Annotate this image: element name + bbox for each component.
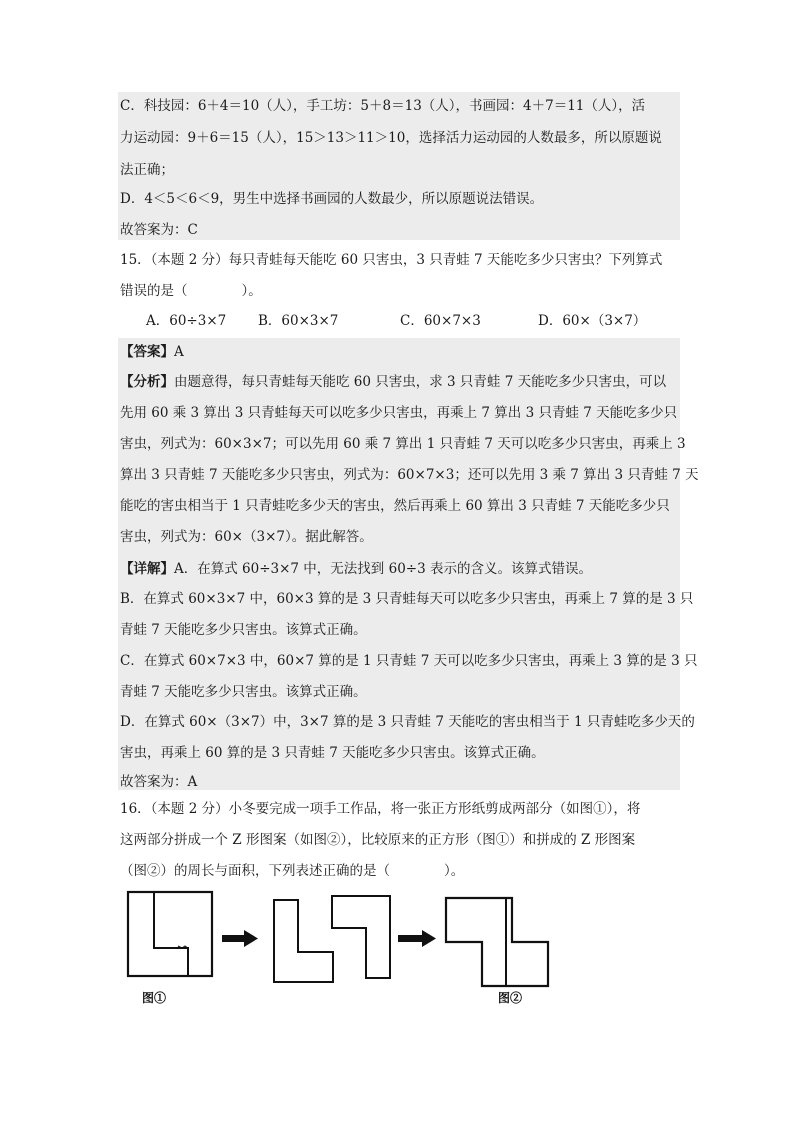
q15-option-a: A．60÷3×7 — [146, 313, 227, 329]
prev-explanation-line: 故答案为：C — [120, 222, 198, 238]
q15-analysis-line: 算出 3 只青蛙 7 天能吃多少只害虫，列式为：60×7×3；还可以先用 3 乘 7 算出 3 只青蛙 7 天 — [120, 467, 699, 483]
q16-stem-line: （图②）的周长与面积，下列表述正确的是（ ）。 — [120, 863, 465, 879]
detail-text: A．在算式 60÷3×7 中，无法找到 60÷3 表示的含义。该算式错误。 — [174, 561, 592, 577]
q15-analysis-line: 害虫，列式为：60×（3×7）。据此解答。 — [120, 529, 373, 545]
prev-explanation-line: C．科技园：6＋4＝10（人），手工坊：5＋8＝13（人），书画园：4＋7＝11（人），活 — [120, 98, 646, 114]
z-shape-figure — [120, 888, 580, 1014]
q16-stem-line: 这两部分拼成一个 Z 形图案（如图②），比较原来的正方形（图①）和拼成的 Z 形图案 — [120, 832, 636, 848]
q15-option-b: B．60×3×7 — [258, 313, 339, 329]
q15-option-d: D．60×（3×7） — [538, 313, 647, 329]
q15-stem-line: 15．（本题 2 分）每只青蛙每天能吃 60 只害虫，3 只青蛙 7 天能吃多少只害虫？下列算式 — [120, 252, 663, 268]
q15-detail-line: 青蛙 7 天能吃多少只害虫。该算式正确。 — [120, 684, 367, 700]
q15-analysis-line: 害虫，列式为：60×3×7；可以先用 60 乘 7 算出 1 只青蛙 7 天可以吃多少只害虫，再乘上 3 — [120, 436, 686, 452]
q15-stem-line: 错误的是（ ）。 — [120, 283, 262, 299]
q15-option-c: C．60×7×3 — [400, 313, 481, 329]
q15-detail-line — [120, 559, 592, 579]
arrow-right-icon — [398, 930, 436, 947]
prev-explanation-line: D．4＜5＜6＜9，男生中选择书画园的人数最少，所以原题说法错误。 — [120, 191, 544, 207]
figure-2-label: 图② — [498, 991, 523, 1005]
q15-analysis-line — [120, 372, 666, 392]
prev-explanation-line: 法正确； — [120, 162, 174, 178]
figure-1-label: 图① — [142, 991, 167, 1005]
answer-label: 【答案】 — [120, 344, 174, 360]
q15-detail-line: B．在算式 60×3×7 中，60×3 算的是 3 只青蛙每天可以吃多少只害虫，再乘上 7 算的是 3 只 — [120, 591, 694, 607]
reverse-l-piece — [332, 896, 390, 978]
detail-label: 【详解】 — [120, 561, 174, 577]
analysis-label: 【分析】 — [120, 374, 174, 390]
q15-answer — [120, 342, 184, 362]
arrow-right-icon — [222, 930, 258, 947]
q15-analysis-line: 先用 60 乘 3 算出 3 只青蛙每天可以吃多少只害虫，再乘上 7 算出 3 只青蛙 7 天能吃多少只 — [120, 405, 678, 421]
q15-analysis-line: 能吃的害虫相当于 1 只青蛙吃多少天的害虫，然后再乘上 60 算出 3 只青蛙 7 天能吃多少只 — [120, 498, 670, 514]
analysis-text: 由题意得，每只青蛙每天能吃 60 只害虫，求 3 只青蛙 7 天能吃多少只害虫，可以 — [174, 374, 667, 390]
q15-detail-line: 故答案为：A — [120, 774, 198, 790]
l-piece — [274, 900, 333, 982]
q16-stem-line: 16．（本题 2 分）小冬要完成一项手工作品，将一张正方形纸剪成两部分（如图①），将 — [120, 801, 641, 817]
prev-explanation-line: 力运动园：9＋6＝15（人），15＞13＞11＞10，选择活力运动园的人数最多，所以原题说 — [120, 130, 662, 146]
square-with-cut — [128, 892, 212, 976]
q15-detail-line: D．在算式 60×（3×7）中，3×7 算的是 3 只青蛙 7 天能吃的害虫相当于 1 只青蛙吃多少天的 — [120, 714, 695, 730]
q15-detail-line: 青蛙 7 天能吃多少只害虫。该算式正确。 — [120, 622, 367, 638]
figure-svg — [120, 888, 580, 1010]
q15-detail-line: 害虫，再乘上 60 算的是 3 只青蛙 7 天能吃多少只害虫。该算式正确。 — [120, 745, 545, 761]
z-shape — [446, 898, 548, 986]
q15-detail-line: C．在算式 60×7×3 中，60×7 算的是 1 只青蛙 7 天可以吃多少只害虫，再乘上 3 算的是 3 只 — [120, 653, 698, 669]
answer-value: A — [174, 344, 184, 360]
